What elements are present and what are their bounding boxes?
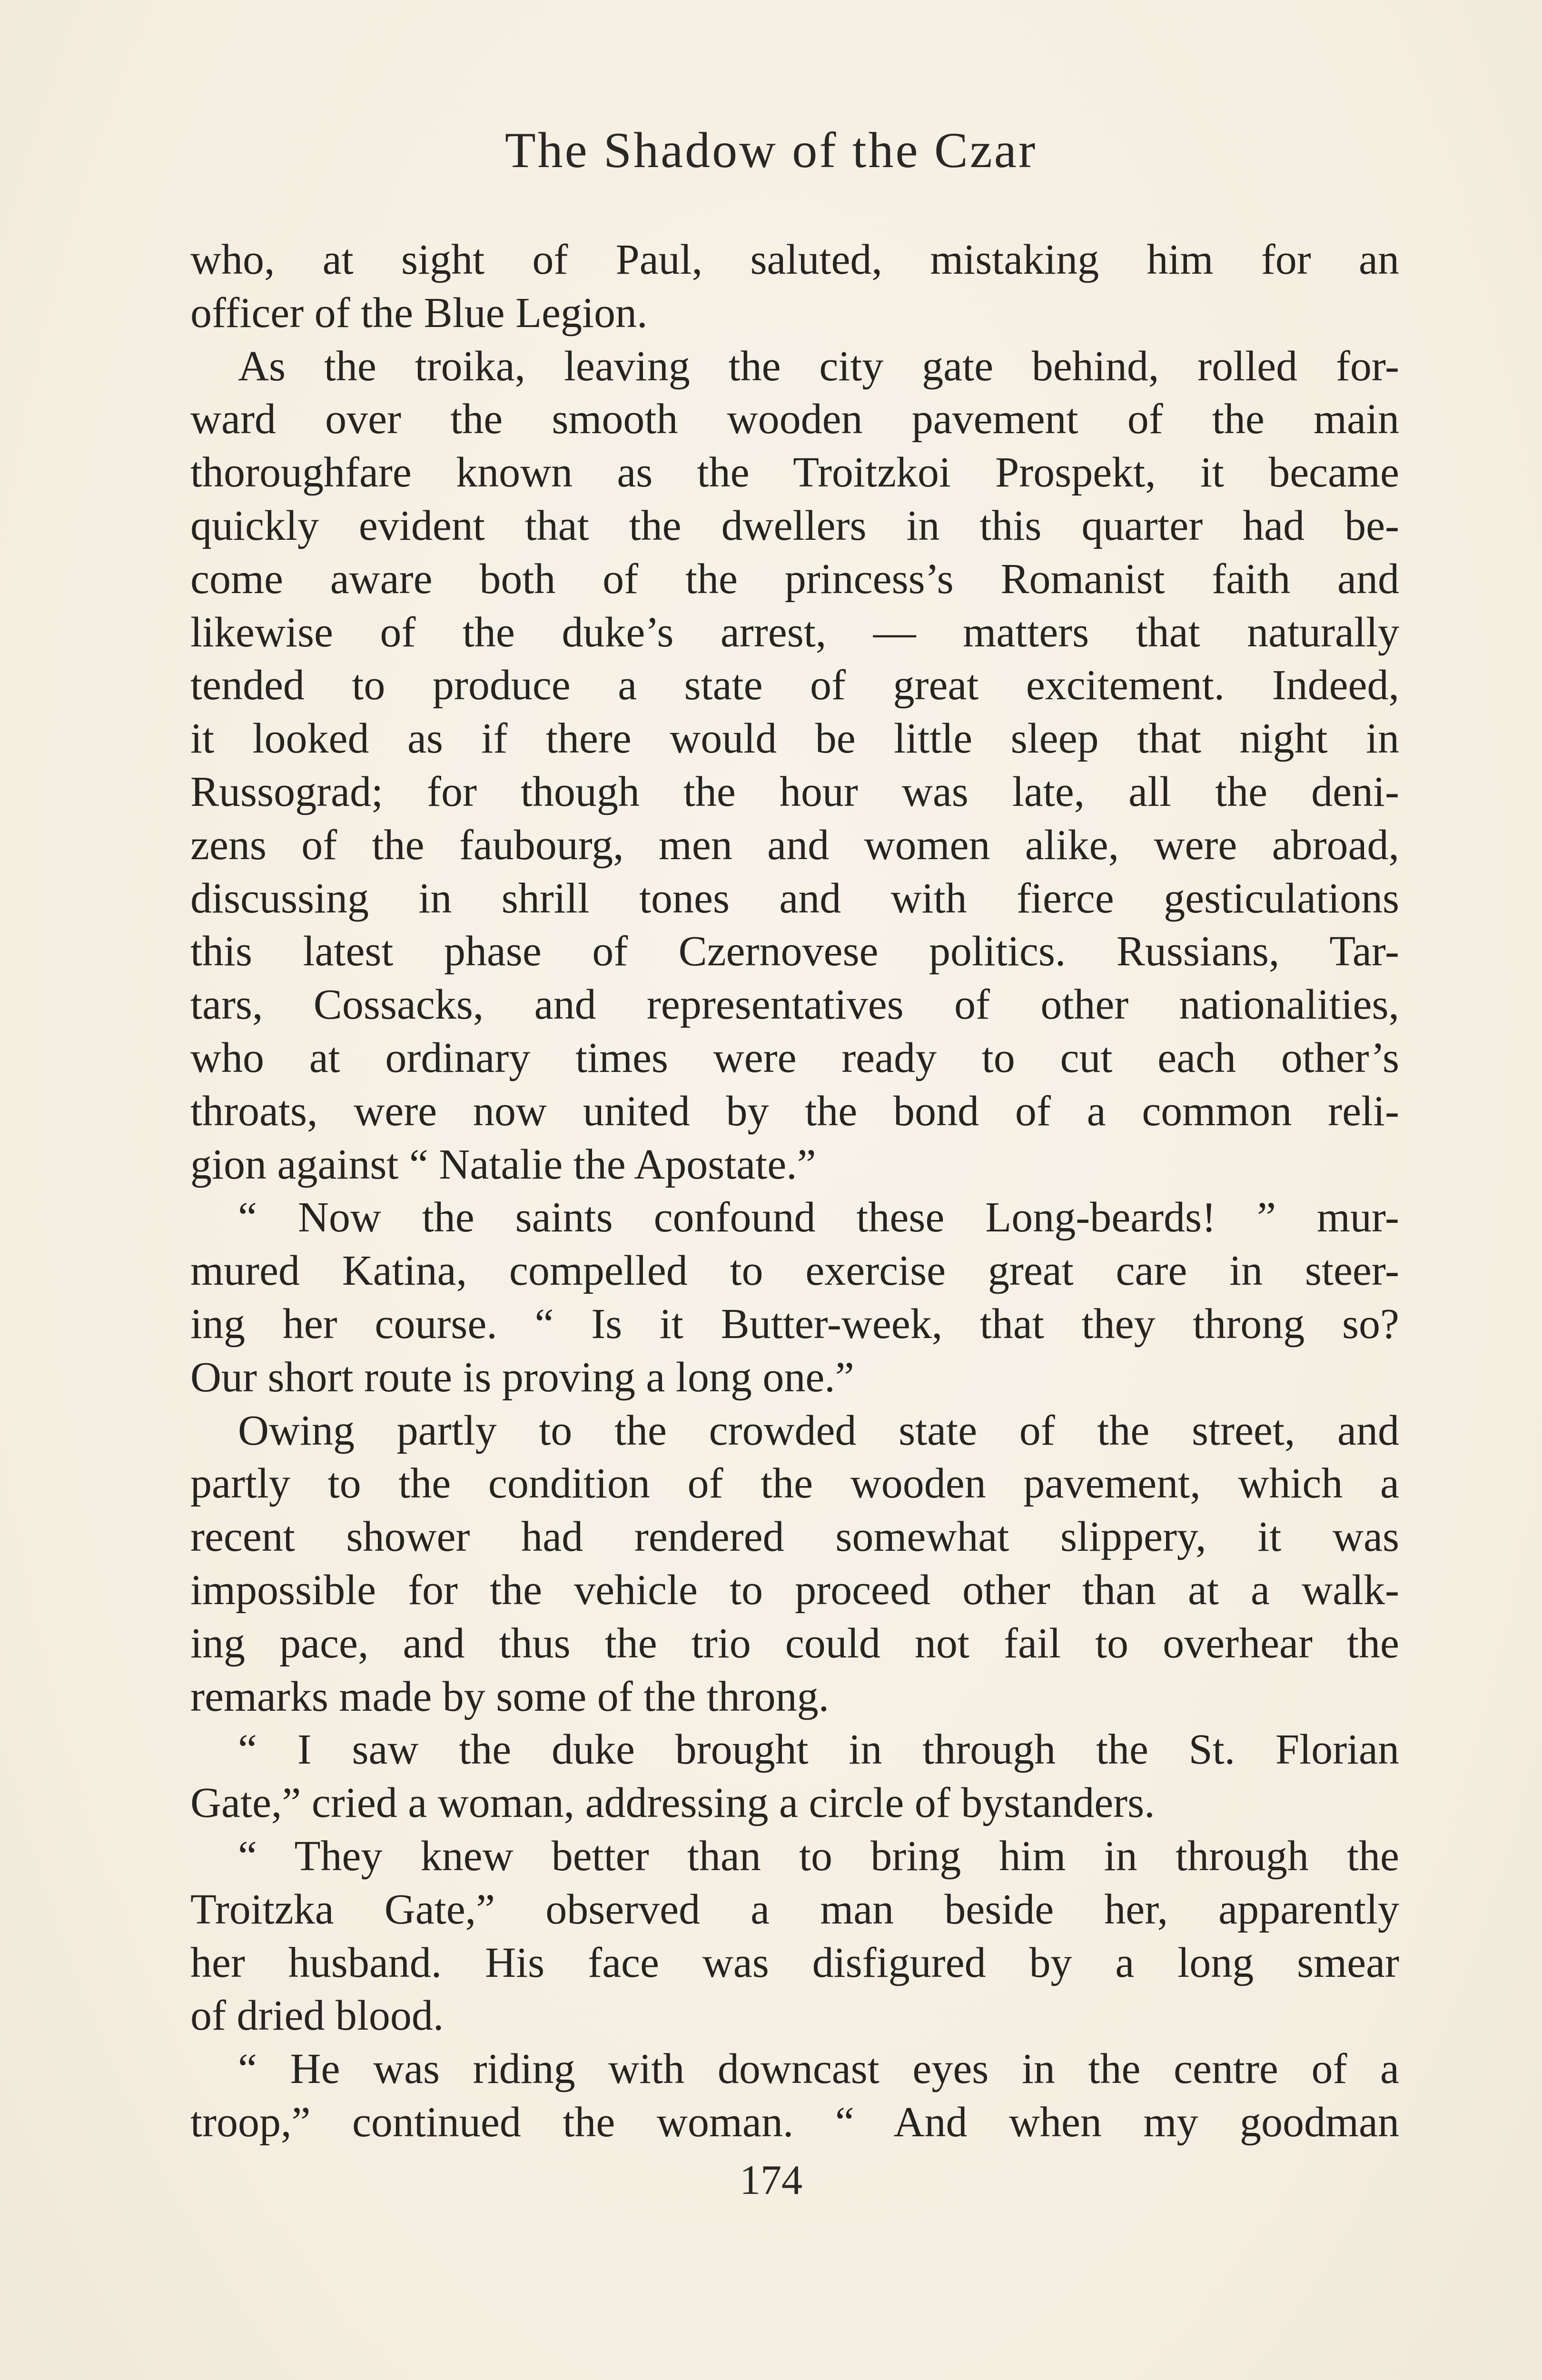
text-line: partly to the condition of the wooden pavement, which a	[190, 1460, 1399, 1507]
text-line: her husband. His face was disfigured by a long smear	[190, 1939, 1399, 1986]
text-line: ing pace, and thus the trio could not fail to overhear the	[190, 1619, 1399, 1667]
text-line: of dried blood.	[190, 1992, 444, 2040]
text-line: who at ordinary times were ready to cut each other’s	[190, 1034, 1399, 1081]
text-line: quickly evident that the dwellers in this quarter had be-	[190, 502, 1399, 549]
text-line: Russograd; for though the hour was late, all the deni-	[190, 768, 1399, 815]
page-number: 174	[740, 2157, 802, 2203]
text-line: Owing partly to the crowded state of the street, and	[238, 1407, 1399, 1454]
text-line: throats, were now united by the bond of a common reli-	[190, 1087, 1399, 1135]
text-line: Gate,” cried a woman, addressing a circle of bystanders.	[190, 1779, 1155, 1827]
text-line: “ They knew better than to bring him in through the	[238, 1832, 1399, 1880]
text-line: “ He was riding with downcast eyes in the centre of a	[238, 2045, 1399, 2093]
text-line: remarks made by some of the throng.	[190, 1673, 830, 1720]
text-line: gion against “ Natalie the Apostate.”	[190, 1140, 816, 1188]
running-head: The Shadow of the Czar	[504, 122, 1038, 178]
text-line: Troitzka Gate,” observed a man beside her, apparently	[190, 1885, 1399, 1933]
text-line: discussing in shrill tones and with fierce gesticulations	[190, 874, 1399, 922]
text-line: troop,” continued the woman. “ And when my goodman	[190, 2098, 1399, 2146]
text-line: mured Katina, compelled to exercise great care in steer-	[190, 1247, 1399, 1295]
text-line: As the troika, leaving the city gate behind, rolled for-	[238, 342, 1399, 390]
text-line: Our short route is proving a long one.”	[190, 1353, 854, 1401]
text-line: likewise of the duke’s arrest, — matters that naturally	[190, 608, 1399, 656]
text-line: who, at sight of Paul, saluted, mistaking him for an	[190, 236, 1399, 283]
text-line: come aware both of the princess’s Romanist faith and	[190, 555, 1399, 603]
text-line: it looked as if there would be little sleep that night in	[190, 715, 1399, 763]
text-line: ward over the smooth wooden pavement of the main	[190, 396, 1399, 443]
text-line: thoroughfare known as the Troitzkoi Prospekt, it became	[190, 449, 1399, 496]
text-line: ing her course. “ Is it Butter-week, that they throng so?	[190, 1300, 1399, 1348]
text-line: “ Now the saints confound these Long-beards! ” mur-	[238, 1194, 1399, 1241]
text-line: impossible for the vehicle to proceed other than at a walk-	[190, 1566, 1399, 1614]
body-text	[190, 233, 1399, 2149]
text-line: “ I saw the duke brought in through the St. Florian	[238, 1726, 1399, 1774]
text-line: recent shower had rendered somewhat slippery, it was	[190, 1513, 1399, 1561]
text-line: officer of the Blue Legion.	[190, 289, 648, 337]
text-line: tars, Cossacks, and representatives of other nationalities,	[190, 981, 1399, 1029]
text-line: zens of the faubourg, men and women alike, were abroad,	[190, 821, 1399, 869]
text-line: this latest phase of Czernovese politics. Russians, Tar-	[190, 928, 1399, 975]
text-line: tended to produce a state of great excitement. Indeed,	[190, 662, 1399, 709]
